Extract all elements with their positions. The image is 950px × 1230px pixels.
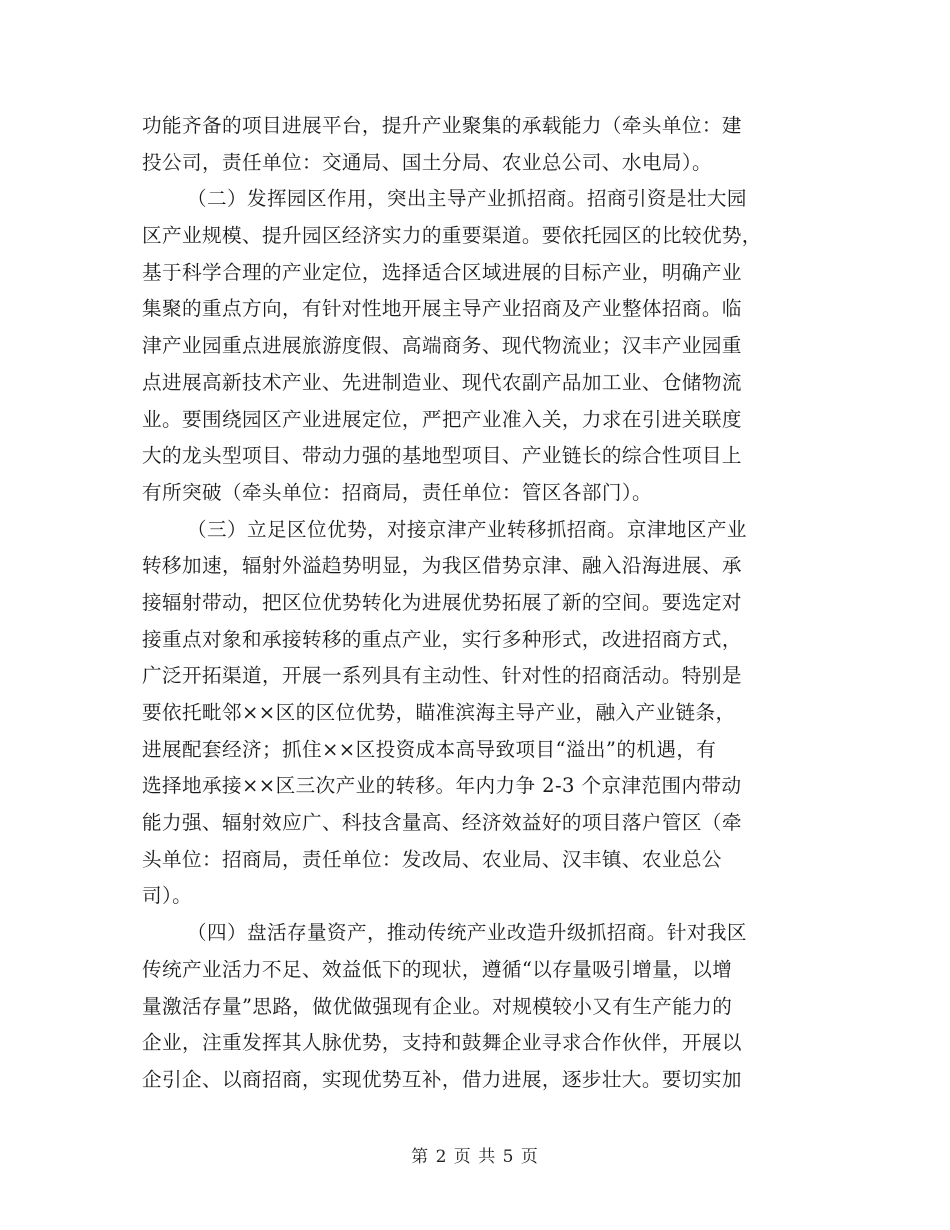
text-line: （二）发挥园区作用，突出主导产业抓招商。招商引资是壮大园 (187, 187, 747, 211)
text-line: （四）盘活存量资产，推动传统产业改造升级抓招商。针对我区 (187, 921, 747, 945)
text-line: 接辐射带动，把区位优势转化为进展优势拓展了新的空间。要选定对 (142, 590, 742, 614)
text-line: 大的龙头型项目、带动力强的基地型项目、产业链长的综合性项目上 (142, 444, 742, 468)
text-line: 接重点对象和承接转移的重点产业，实行多种形式，改进招商方式， (142, 627, 742, 651)
text-line: 量激活存量”思路，做优做强现有企业。对规模较小又有生产能力的 (142, 994, 733, 1018)
text-line: 传统产业活力不足、效益低下的现状，遵循“以存量吸引增量，以增 (142, 957, 733, 981)
text-line: 有所突破（牵头单位：招商局，责任单位：管区各部门）。 (142, 480, 653, 504)
text-line: 企业，注重发挥其人脉优势，支持和鼓舞企业寻求合作伙伴，开展以 (142, 1031, 742, 1055)
text-line: 进展配套经济；抓住××区投资成本高导致项目“溢出”的机遇，有 (142, 737, 717, 761)
text-line: 企引企、以商招商，实现优势互补，借力进展，逐步壮大。要切实加 (142, 1067, 742, 1091)
text-line: 区产业规模、提升园区经济实力的重要渠道。要依托园区的比较优势， (142, 224, 762, 248)
text-line: 业。要围绕园区产业进展定位，严把产业准入关，力求在引进关联度 (142, 407, 742, 431)
text-line: 投公司，责任单位：交通局、国土分局、农业总公司、水电局）。 (142, 150, 713, 174)
text-line: 头单位：招商局，责任单位：发改局、农业局、汉丰镇、农业总公 (142, 847, 722, 871)
text-line: 能力强、辐射效应广、科技含量高、经济效益好的项目落户管区（牵 (142, 811, 742, 835)
text-line: 功能齐备的项目进展平台，提升产业聚集的承载能力（牵头单位：建 (142, 114, 742, 137)
page-number-footer: 第 2 页 共 5 页 (411, 1147, 539, 1167)
text-line: 集聚的重点方向，有针对性地开展主导产业招商及产业整体招商。临 (142, 297, 742, 321)
body-text (142, 108, 808, 1099)
text-line: 广泛开拓渠道，开展一系列具有主动性、针对性的招商活动。特别是 (142, 664, 742, 688)
text-line: 点进展高新技术产业、先进制造业、现代农副产品加工业、仓储物流 (142, 370, 742, 394)
text-line: 选择地承接××区三次产业的转移。年内力争 2-3 个京津范围内带动 (142, 774, 742, 798)
text-line: 转移加速，辐射外溢趋势明显，为我区借势京津、融入沿海进展、承 (142, 554, 742, 578)
text-line: 司）。 (142, 884, 193, 908)
text-line: 基于科学合理的产业定位，选择适合区域进展的目标产业，明确产业 (142, 260, 742, 284)
text-line: 要依托毗邻××区的区位优势，瞄准滨海主导产业，融入产业链条， (142, 701, 736, 724)
text-line: （三）立足区位优势，对接京津产业转移抓招商。京津地区产业 (187, 517, 747, 541)
text-line: 津产业园重点进展旅游度假、高端商务、现代物流业；汉丰产业园重 (142, 334, 742, 358)
